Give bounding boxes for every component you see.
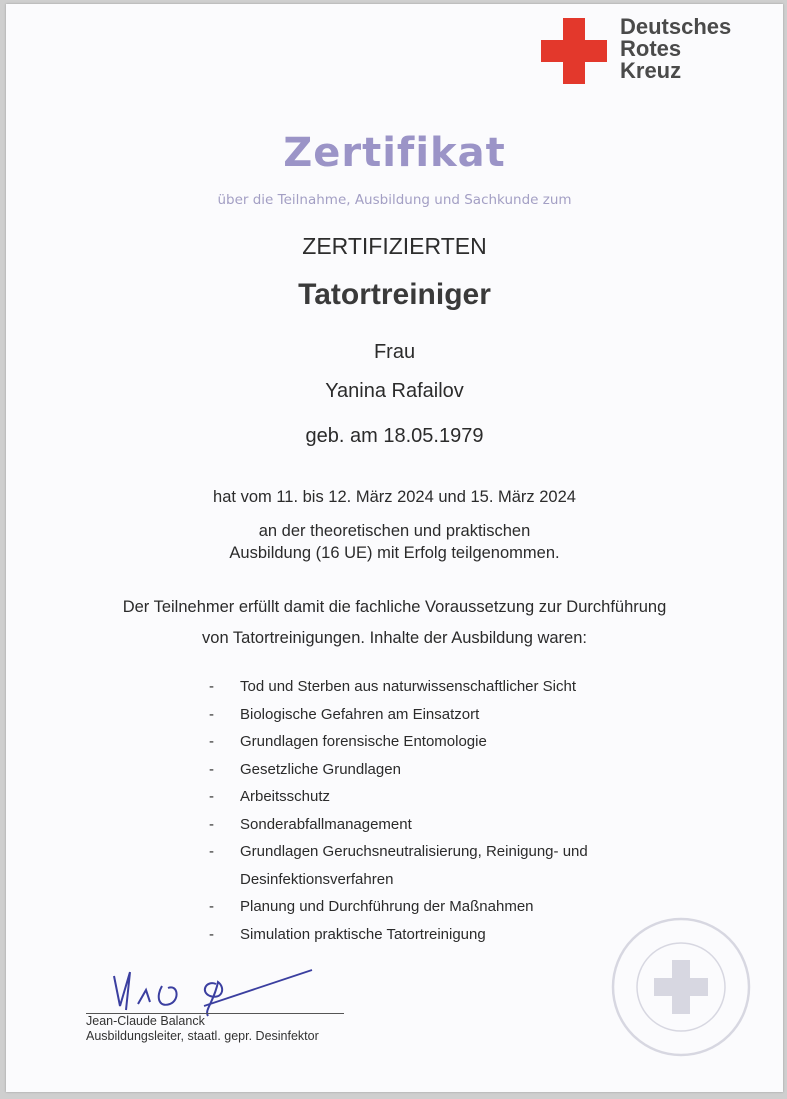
- topic-text: Arbeitsschutz: [240, 788, 331, 805]
- list-item-continuation: [6, 871, 783, 899]
- list-item: [6, 733, 783, 761]
- list-dash: -: [209, 843, 214, 860]
- red-cross-icon: [541, 18, 607, 84]
- logo-line-2: Rotes: [620, 36, 682, 61]
- requirement-line-1: Der Teilnehmer erfüllt damit die fachliche Voraussetzung zur Durchführung: [122, 598, 667, 616]
- topic-text: Sonderabfallmanagement: [240, 815, 412, 833]
- requirement-line-2: von Tatortreinigungen. Inhalte der Ausbildung waren:: [202, 629, 587, 647]
- signer-role: Ausbildungsleiter, staatl. gepr. Desinfektor: [86, 1029, 319, 1043]
- list-item: [6, 816, 783, 844]
- list-item: [6, 788, 783, 816]
- topic-text: Gesetzliche Grundlagen: [240, 760, 401, 778]
- list-dash: -: [209, 788, 214, 805]
- topic-text: Grundlagen Geruchsneutralisierung, Reinigung- und: [240, 843, 588, 860]
- list-dash: -: [209, 898, 214, 915]
- recipient-birthdate: geb. am 18.05.1979: [305, 425, 484, 447]
- certificate-subtitle: über die Teilnahme, Ausbildung und Sachkunde zum: [217, 192, 572, 208]
- topic-text: Biologische Gefahren am Einsatzort: [240, 705, 480, 723]
- logo-line-1: Deutsches: [620, 14, 732, 39]
- list-item: [6, 843, 783, 871]
- topic-text: Planung und Durchführung der Maßnahmen: [240, 898, 534, 915]
- topic-text: Grundlagen forensische Entomologie: [240, 733, 487, 750]
- topic-text: Tod und Sterben aus naturwissenschaftlicher Sicht: [240, 678, 577, 695]
- logo-wordmark: [620, 16, 731, 82]
- certificate-page: [6, 4, 783, 1092]
- participation-line-1: an der theoretischen und praktischen: [258, 522, 531, 540]
- signer-name: Jean-Claude Balanck: [86, 1014, 205, 1028]
- list-dash: -: [209, 815, 214, 833]
- course-dates: hat vom 11. bis 12. März 2024 und 15. März 2024: [213, 488, 576, 506]
- list-dash: -: [209, 925, 214, 943]
- list-item: [6, 761, 783, 789]
- logo-line-3: Kreuz: [620, 58, 682, 83]
- drk-logo: [541, 14, 761, 88]
- recipient-salutation: Frau: [373, 341, 416, 363]
- certificate-name: Tatortreiniger: [298, 278, 491, 311]
- topic-text: Desinfektionsverfahren: [240, 870, 394, 888]
- list-dash: -: [209, 733, 214, 750]
- topic-text: Simulation praktische Tatortreinigung: [240, 925, 486, 943]
- list-dash: -: [209, 760, 214, 778]
- list-item: [6, 678, 783, 706]
- drk-stamp: [606, 912, 756, 1062]
- certificate-title: Zertifikat: [283, 130, 506, 176]
- recipient-name: Yanina Rafailov: [325, 380, 464, 402]
- list-dash: -: [209, 678, 214, 695]
- certificate-type: ZERTIFIZIERTEN: [302, 233, 487, 259]
- list-dash: -: [209, 705, 214, 723]
- participation-line-2: Ausbildung (16 UE) mit Erfolg teilgenommen.: [229, 544, 560, 562]
- list-item: [6, 706, 783, 734]
